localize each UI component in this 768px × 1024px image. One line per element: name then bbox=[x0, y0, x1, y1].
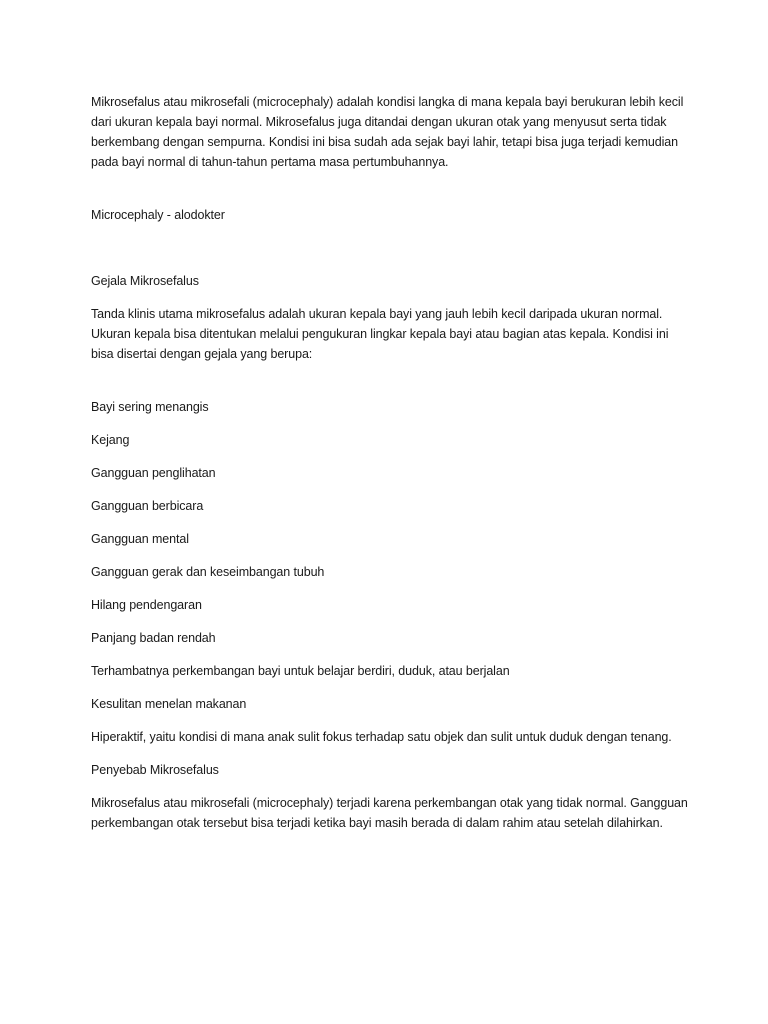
list-item: Gangguan mental bbox=[91, 532, 189, 546]
symptoms-intro-paragraph: Tanda klinis utama mikrosefalus adalah ukuran kepala bayi yang jauh lebih kecil daripada ukuran normal. Ukuran kepala bisa ditentukan melalui pengukuran lingkar kepala bayi atau bagian atas kepala. Kondisi ini bisa disertai dengan gejala yang berupa: bbox=[91, 307, 669, 361]
symptoms-heading: Gejala Mikrosefalus bbox=[91, 274, 199, 288]
list-item: Gangguan berbicara bbox=[91, 499, 204, 513]
spacer bbox=[91, 172, 691, 205]
list-item: Bayi sering menangis bbox=[91, 400, 209, 414]
list-item: Gangguan penglihatan bbox=[91, 466, 216, 480]
causes-heading: Penyebab Mikrosefalus bbox=[91, 763, 219, 777]
list-item: Kejang bbox=[91, 433, 130, 447]
list-item: Terhambatnya perkembangan bayi untuk belajar berdiri, duduk, atau berjalan bbox=[91, 664, 510, 678]
intro-paragraph: Mikrosefalus atau mikrosefali (microcephaly) adalah kondisi langka di mana kepala bayi berukuran lebih kecil dari ukuran kepala bayi normal. Mikrosefalus juga ditandai dengan ukuran otak yang menyusut serta tidak berkembang dengan sempurna. Kondisi ini bisa sudah ada sejak bayi lahir, tetapi bisa juga terjadi kemudian pada bayi normal di tahun-tahun pertama masa pertumbuhannya. bbox=[91, 95, 684, 169]
list-item: Hilang pendengaran bbox=[91, 598, 202, 612]
symptoms-list bbox=[91, 397, 691, 747]
causes-paragraph: Mikrosefalus atau mikrosefali (microcephaly) terjadi karena perkembangan otak yang tidak normal. Gangguan perkembangan otak tersebut bisa terjadi ketika bayi masih berada di dalam rahim atau setelah dilahirkan. bbox=[91, 796, 688, 830]
image-caption: Microcephaly - alodokter bbox=[91, 208, 225, 222]
list-item: Hiperaktif, yaitu kondisi di mana anak sulit fokus terhadap satu objek dan sulit untuk duduk dengan tenang. bbox=[91, 730, 672, 744]
list-item: Panjang badan rendah bbox=[91, 631, 216, 645]
list-item: Kesulitan menelan makanan bbox=[91, 697, 247, 711]
list-item: Gangguan gerak dan keseimbangan tubuh bbox=[91, 565, 325, 579]
spacer bbox=[91, 238, 691, 271]
document-body bbox=[91, 92, 691, 846]
spacer bbox=[91, 377, 691, 397]
